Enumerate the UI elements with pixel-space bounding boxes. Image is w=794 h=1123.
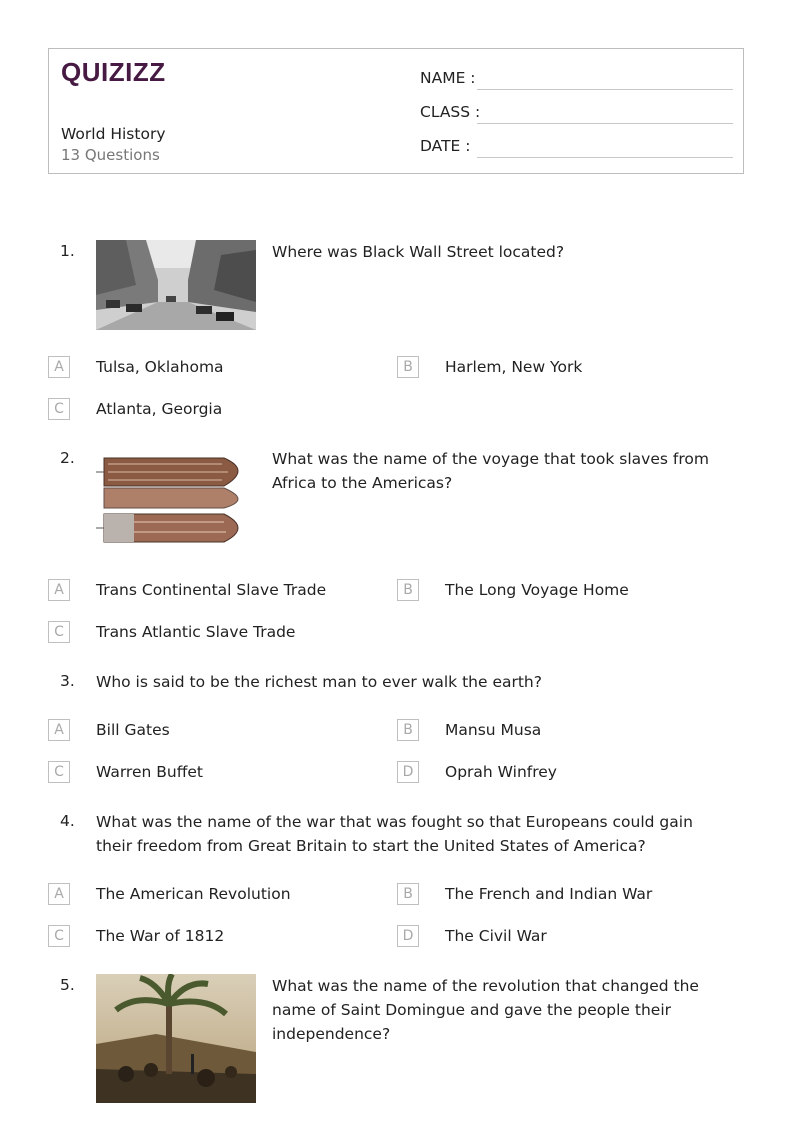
option-text: The War of 1812 xyxy=(96,927,225,945)
question-count: 13 Questions xyxy=(61,146,160,164)
option-text: The Civil War xyxy=(445,927,547,945)
question-text: Who is said to be the richest man to ever walk the earth? xyxy=(96,673,542,691)
option-box[interactable]: C xyxy=(48,925,70,947)
option-box[interactable]: B xyxy=(397,719,419,741)
option-box[interactable]: D xyxy=(397,761,419,783)
question-number: 3. xyxy=(60,672,75,690)
class-label: CLASS : xyxy=(420,103,481,121)
option-text: Bill Gates xyxy=(96,721,170,739)
option-text: Warren Buffet xyxy=(96,763,204,781)
date-label: DATE : xyxy=(420,137,471,155)
name-field[interactable] xyxy=(477,89,733,90)
option-box[interactable]: C xyxy=(48,621,70,643)
option-box[interactable]: A xyxy=(48,883,70,905)
option-box[interactable]: C xyxy=(48,398,70,420)
date-field[interactable] xyxy=(477,157,733,158)
option-text: Harlem, New York xyxy=(445,358,583,376)
option-box[interactable]: A xyxy=(48,356,70,378)
logo-text: QUIZIZZ xyxy=(61,57,166,87)
class-field[interactable] xyxy=(477,123,733,124)
option-text: Tulsa, Oklahoma xyxy=(96,358,224,376)
black-wall-street-photo xyxy=(96,240,256,330)
question-number: 2. xyxy=(60,449,75,467)
option-box[interactable]: B xyxy=(397,579,419,601)
option-box[interactable]: C xyxy=(48,761,70,783)
question-number: 1. xyxy=(60,242,75,260)
option-box[interactable]: D xyxy=(397,925,419,947)
worksheet-header xyxy=(48,48,744,174)
option-text: Trans Atlantic Slave Trade xyxy=(96,623,296,641)
option-text: The American Revolution xyxy=(96,885,291,903)
question-number: 4. xyxy=(60,812,75,830)
question-text: What was the name of the war that was fought so that Europeans could gain their freedom from Great Britain to start the United States of America? xyxy=(96,813,693,855)
question-number: 5. xyxy=(60,976,75,994)
haitian-revolution-painting xyxy=(96,974,256,1103)
name-label: NAME : xyxy=(420,69,476,87)
slave-ship-diagram xyxy=(96,446,256,554)
quizizz-logo xyxy=(61,57,166,88)
option-text: Oprah Winfrey xyxy=(445,763,557,781)
question-text: What was the name of the revolution that changed the name of Saint Domingue and gave the people their independence? xyxy=(272,977,699,1043)
option-text: Mansu Musa xyxy=(445,721,542,739)
option-text: Trans Continental Slave Trade xyxy=(96,581,327,599)
worksheet-title: World History xyxy=(61,125,166,143)
option-box[interactable]: B xyxy=(397,356,419,378)
option-text: Atlanta, Georgia xyxy=(96,400,223,418)
option-box[interactable]: B xyxy=(397,883,419,905)
option-box[interactable]: A xyxy=(48,579,70,601)
question-text: What was the name of the voyage that took slaves from Africa to the Americas? xyxy=(272,450,709,492)
option-box[interactable]: A xyxy=(48,719,70,741)
option-text: The French and Indian War xyxy=(445,885,653,903)
option-text: The Long Voyage Home xyxy=(445,581,629,599)
question-text: Where was Black Wall Street located? xyxy=(272,243,565,261)
